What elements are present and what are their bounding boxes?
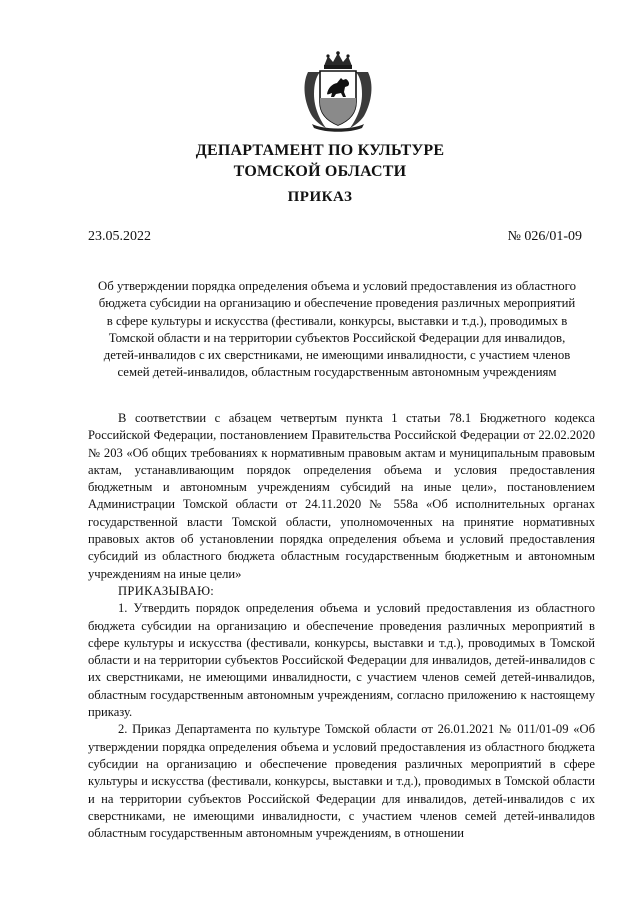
decree-word: ПРИКАЗЫВАЮ: [118, 583, 215, 598]
order-subject: Об утверждении порядка определения объема и условий предоставления из областного бюджета субсидии на организацию и обеспечение проведения различных мероприятий в сфере культуры и искусства (фестивали, конкурсы, выставки и т.д.), проводимых в Томской области и на территории субъектов Российской Федерации для инвалидов, детей-инвалидов с их сверстниками, не имеющими инвалидности, с участием членов семей детей-инвалидов, областным государственным автономным учреждениям [98, 279, 576, 380]
item-2-paragraph: 2. Приказ Департамента по культуре Томской области от 26.01.2021 № 011/01-09 «Об утверждении порядка определения объема и условий предоставления из областного бюджета субсидии на организацию и обеспечение проведения различных мероприятий в сфере культуры и искусства (фестивали, конкурсы, выставки и т.д.), проводимых в Томской области и на территории субъектов Российской Федерации для инвалидов, детей-инвалидов с их сверстниками, не имеющими инвалидности, с участием членов семей детей-инвалидов областным государственным автономным учреждениям, в отношении [88, 722, 595, 841]
preamble-paragraph: В соответствии с абзацем четвертым пункта 1 статьи 78.1 Бюджетного кодекса Российской Федерации, постановлением Правительства Российской Федерации от 22.02.2020 № 203 «Об общих требованиях к нормативным правовым актам и муниципальным правовым актам, устанавливающим порядок определения объема и условия предоставления бюджетным и автономным учреждениям субсидий на иные цели», постановлением Администрации Томской области от 24.11.2020 № 558а «Об исполнительных органах государственной власти Томской области, уполномоченных на принятие нормативных правовых актов об установлении порядка определения объема и условий предоставления субсидий из областного бюджета областным государственным бюджетным и автономным учреждениям на иные цели» [88, 411, 595, 581]
department-name [0, 140, 640, 182]
order-number: № 026/01-09 [507, 229, 582, 244]
order-date: 23.05.2022 [88, 229, 151, 244]
order-body [88, 410, 595, 842]
coat-of-arms-icon [298, 50, 378, 132]
item-1-paragraph: 1. Утвердить порядок определения объема и условий предоставления из областного бюджета субсидии на организацию и обеспечение проведения различных мероприятий в сфере культуры и искусства (фестивали, конкурсы, выставки и т.д.), проводимых в Томской области и на территории субъектов Российской Федерации для инвалидов, детей-инвалидов с их сверстниками, не имеющими инвалидности, с участием членов семей детей-инвалидов, областным государственным автономным учреждениям, согласно приложению к настоящему приказу. [88, 601, 595, 720]
department-name-line1: ДЕПАРТАМЕНТ ПО КУЛЬТУРЕ [195, 142, 445, 159]
document-type: ПРИКАЗ [287, 189, 353, 205]
department-name-line2: ТОМСКОЙ ОБЛАСТИ [233, 163, 407, 180]
